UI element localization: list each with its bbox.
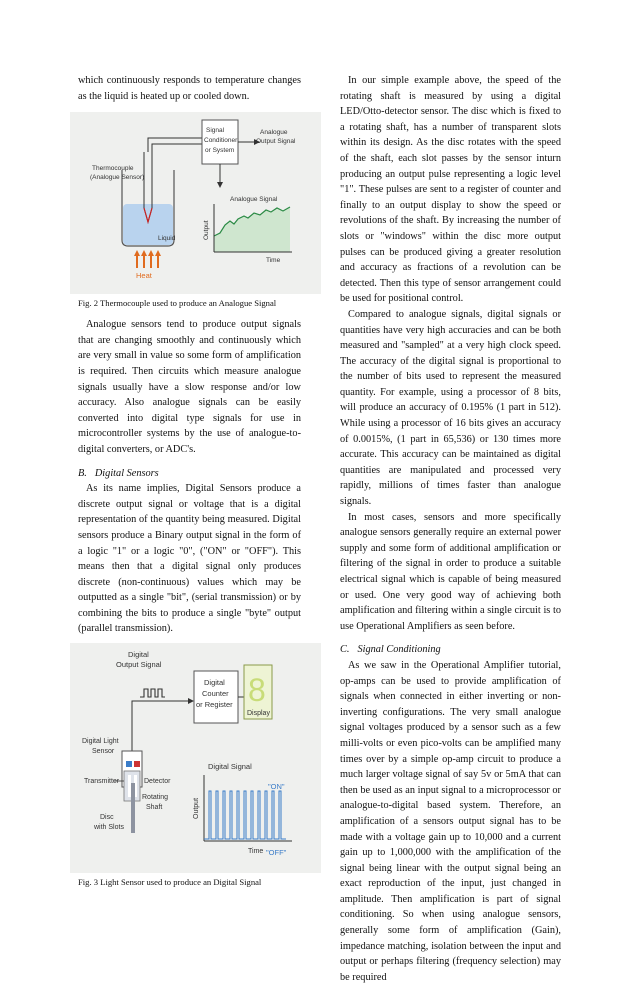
on-level-label: "ON"	[268, 782, 285, 792]
rotating-shaft	[131, 783, 135, 833]
transmitter-label: Transmitter	[84, 778, 120, 786]
digital-output-label-2: Output Signal	[116, 660, 162, 670]
digital-signal-label: Digital Signal	[208, 762, 252, 772]
digital-accuracy-paragraph: Compared to analogue signals, digital signals or quantities have very high accuracies and can be both measured and "sampled" at a very high clock speed. The accuracy of the digital signal is proportional to the number of bits used to represent the measured quantity. For example, using a processor of 8 bits, will produce an accuracy of 0.195% (1 part in 512). While using a processor of 16 bits gives an accuracy of 0.0015%, (1 part in 65,536) or 130 times more accurate. This accuracy can be maintained as digital quantities are manipulated and processed very rapidly, millions of times faster than analogue signals.	[340, 308, 561, 508]
display-digit: 8	[248, 672, 266, 709]
off-level-label: "OFF"	[266, 848, 287, 858]
intro-paragraph: which continuously responds to temperature changes as the liquid is heated up or cooled down.	[78, 75, 301, 102]
analogue-signal-label: Analogue Signal	[230, 196, 278, 204]
heat-label: Heat	[136, 271, 152, 281]
digital-pulse-signal	[204, 791, 286, 839]
analogue-signal-area	[214, 207, 290, 252]
pulse-train-icon	[140, 689, 165, 697]
thermocouple-label: Thermocouple	[92, 165, 134, 173]
counter-label-2: Counter	[202, 689, 229, 699]
signal-conditioner-label-2: Conditioner	[204, 137, 238, 145]
disc-label-2: with Slots	[94, 824, 124, 832]
figure-light-sensor	[78, 643, 301, 873]
analogue-sensors-paragraph: Analogue sensors tend to produce output signals that are changing smoothly and continuously which are very small in value so some form of amplification is required. Then circuits which measure analogue signals usually have a slow response and/or low accuracy. Also analogue signals can be easily converted into digital type signals for use in microcontroller systems by the use of analogue-to-digital converters, or ADC's.	[78, 319, 301, 455]
display-label: Display	[247, 710, 270, 718]
time-axis-label: Time	[266, 257, 281, 265]
analogue-sensor-label: (Analogue Sensor)	[90, 174, 145, 182]
figure-thermocouple	[78, 112, 301, 294]
digital-output-label-1: Digital	[128, 650, 149, 660]
detector-label: Detector	[144, 778, 171, 786]
signal-conditioner-label-3: or System	[205, 147, 235, 155]
section-b-heading: B. Digital Sensors	[78, 467, 159, 479]
counter-label-3: or Register	[196, 700, 233, 710]
arrow-down-icon	[217, 182, 223, 188]
liquid-label: Liquid	[158, 235, 176, 243]
output-axis-label: Output	[203, 220, 210, 241]
left-column	[78, 73, 301, 888]
section-c-heading: C. Signal Conditioning	[340, 644, 441, 656]
analogue-output-label-1: Analogue	[260, 129, 288, 137]
heat-arrows-icon	[134, 250, 161, 268]
power-supply-paragraph: In most cases, sensors and more specifically analogue sensors generally require an external power supply and some form of additional amplification or filtering of the signal in order to produce a suitable electrical signal which is capable of being measured or used. One very good way of achieving both amplification and filtering within a single circuit is to use Operational Amplifiers as seen before.	[340, 511, 561, 632]
digital-sensors-paragraph: As its name implies, Digital Sensors produce a discrete output signal or voltage that is a digital representation of the quantity being measured. Digital sensors produce a Binary output signal in the form of a logic "1" or a logic "0", ("ON" or "OFF"). This means then that a digital signal only produces discrete (non-continuous) values which may be outputted as a single "bit", (serial transmission) or by combining the bits to produce a single "byte" output (parallel transmission).	[78, 483, 301, 635]
light-sensor-diagram	[78, 643, 301, 873]
analogue-output-label-2: Output Signal	[256, 138, 296, 146]
rotating-shaft-paragraph: In our simple example above, the speed of the rotating shaft is measured by using a digital LED/Otto-detector sensor. The disc which is fixed to a rotating shaft, has a number of transparent slots within its design. As the disc rotates with the speed of the shaft, each slot passes by the sensor inturn producing an output pulse representing a logic level "1". These pulses are sent to a register of counter and finally to an output display to show the speed or revolutions of the shaft. By increasing the number of slots or "windows" within the disc more output pulses can be produced giving a greater resolution and accuracy as fractions of a revolution can be detected. Then this type of sensor arrangement could be used for positional control.	[340, 75, 561, 305]
counter-label-1: Digital	[204, 678, 225, 688]
arrow-right-icon	[188, 698, 194, 704]
disc-label-1: Disc	[100, 814, 114, 822]
thermocouple-diagram	[78, 112, 301, 294]
figure-3-caption: Fig. 3 Light Sensor used to produce an Digital Signal	[78, 877, 262, 888]
light-sensor-label-2: Sensor	[92, 748, 115, 756]
figure-2-caption: Fig. 2 Thermocouple used to produce an Analogue Signal	[78, 298, 277, 309]
right-column	[340, 73, 561, 985]
digital-output-axis-label: Output	[193, 798, 200, 820]
digital-time-axis-label: Time	[248, 848, 264, 856]
signal-conditioner-label-1: Signal	[206, 127, 225, 135]
light-sensor-label-1: Digital Light	[82, 738, 119, 746]
rotating-label-1: Rotating	[142, 794, 169, 802]
rotating-label-2: Shaft	[146, 804, 163, 812]
signal-conditioning-paragraph: As we saw in the Operational Amplifier tutorial, op-amps can be used to provide amplification of signals when connected in either inverting or non-inverting configurations. The very small analogue signal voltages produced by a sensor such as a few milli-volts or even pico-volts can be amplified many times over by a simple op-amp circuit to produce a much larger voltage signal of say 5v or 5mA that can then be used as an input signal to a microprocessor or analogue-to-digital based system. Therefore, an amplification of a sensors output signal has to be made with a voltage gain up to 10,000 and a current gain up to 1,000,000 with the amplification of the signal being linear with the output signal being an exact reproduction of the input, just changed in amplitude. Then amplification is part of signal conditioning. So when using analogue sensors, generally some form of amplification (Gain), impedance matching, isolation between the input and output or perhaps filtering (frequency selection) may be required	[340, 659, 561, 983]
